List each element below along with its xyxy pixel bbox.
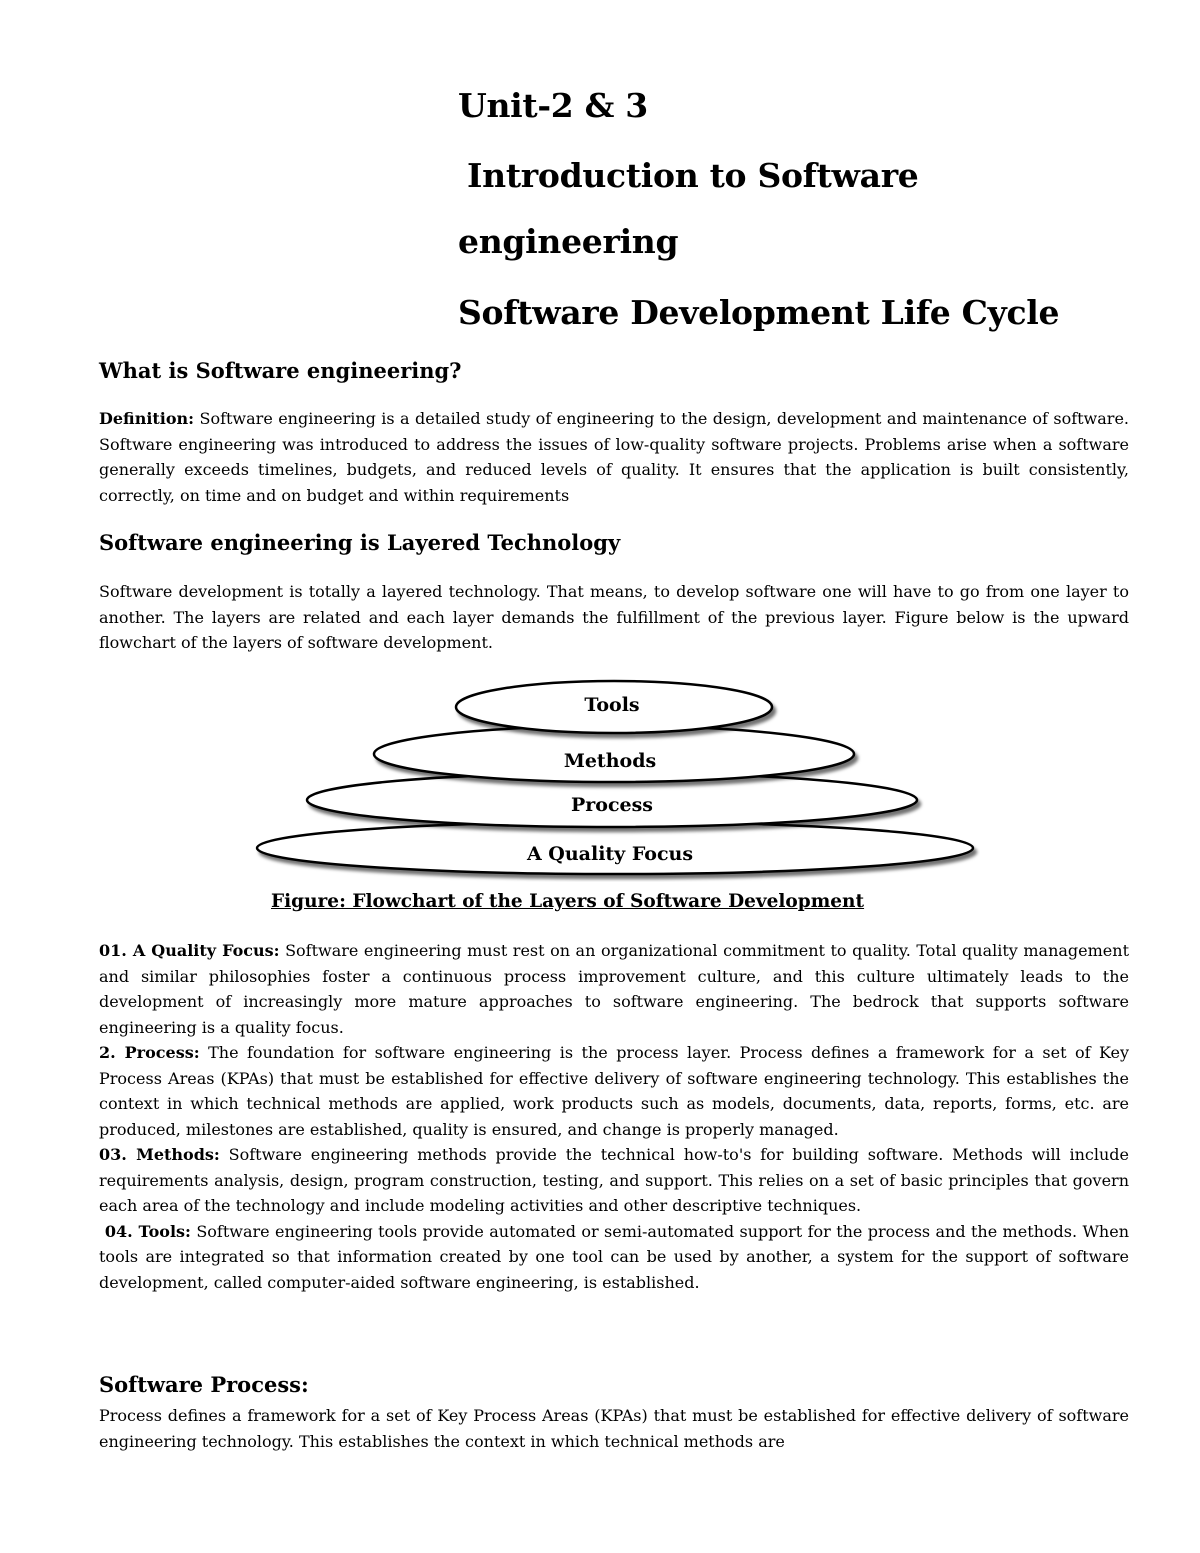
unit-title: Unit-2 & 3 (458, 86, 648, 125)
layer-quality-label: A Quality Focus (526, 843, 694, 865)
definition-label: Definition: (99, 409, 195, 428)
layers-figure (240, 672, 980, 882)
layer-desc-process (99, 1040, 1129, 1142)
layer-tools-label: Tools (584, 694, 640, 716)
layer-desc-quality (99, 938, 1129, 1040)
layer-desc-tools (99, 1219, 1129, 1296)
layer-desc-text: Software engineering methods provide the technical how-to's for building software. Methods will include requirements analysis, design, program construction, testing, and support. This relies on a set of basic principles that govern each area of the technology and include modeling activities and other descriptive techniques. (99, 1145, 1130, 1215)
layer-desc-text: The foundation for software engineering is the process layer. Process defines a framework for a set of Key Process Areas (KPAs) that must be established for effective delivery of software engineering technology. This establishes the context in which technical methods are applied, work products such as models, documents, data, reports, forms, etc. are produced, milestones are established, quality is ensured, and change is properly managed. (99, 1043, 1130, 1139)
layered-paragraph: Software development is totally a layered technology. That means, to develop software one will have to go from one layer to another. The layers are related and each layer demands the fulfillment of the previous layer. Figure below is the upward flowchart of the layers of software development. (99, 582, 1129, 652)
section-heading-software-process: Software Process: (99, 1372, 309, 1397)
software-process-paragraph: Process defines a framework for a set of Key Process Areas (KPAs) that must be established for effective delivery of software engineering technology. This establishes the context in which technical methods are (99, 1406, 1129, 1451)
layer-process-label: Process (570, 794, 654, 816)
page-title-line1: Introduction to Software (467, 156, 919, 195)
section-heading-layered: Software engineering is Layered Technology (99, 530, 621, 555)
page-title-line3: Software Development Life Cycle (458, 293, 1060, 332)
section-heading-what-is: What is Software engineering? (99, 358, 462, 383)
layer-desc-text: Software engineering must rest on an organizational commitment to quality. Total quality management and similar philosophies foster a continuous process improvement culture, and this culture ultimately leads to the development of increasingly more mature approaches to software engineering. The bedrock that supports software engineering is a quality focus. (99, 941, 1130, 1037)
layer-methods-label: Methods (563, 750, 657, 772)
layer-desc-label: 2. Process: (99, 1043, 200, 1062)
page-title-line2: engineering (458, 222, 679, 261)
layer-desc-text: Software engineering tools provide automated or semi-automated support for the process and the methods. When tools are integrated so that information created by one tool can be used by another, a system for the support of software development, called computer-aided software engineering, is established. (99, 1221, 1129, 1292)
layer-desc-label: 01. A Quality Focus: (99, 941, 280, 960)
layer-desc-methods (99, 1142, 1129, 1219)
definition-text: Software engineering is a detailed study of engineering to the design, development and maintenance of software. Software engineering was introduced to address the issues of low-quality software projects. Problems arise when a software generally exceeds timelines, budgets, and reduced levels of quality. It ensures that the application is built consistently, correctly, on time and on budget and within requirements (99, 409, 1129, 505)
layer-desc-label: 04. Tools: (99, 1221, 191, 1241)
layer-desc-label: 03. Methods: (99, 1145, 220, 1164)
figure-caption: Figure: Flowchart of the Layers of Software Development (271, 891, 865, 912)
layer-descriptions (99, 938, 1129, 1295)
definition-paragraph (99, 406, 1129, 508)
